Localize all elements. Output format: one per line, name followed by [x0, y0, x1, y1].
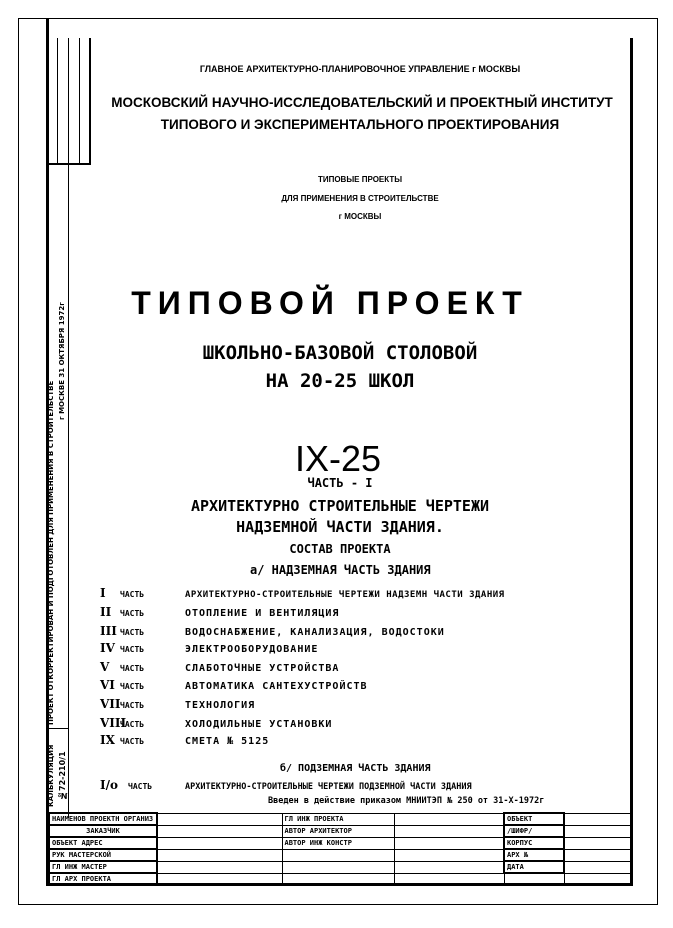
strip-divider: [46, 728, 68, 729]
part-title2: НАДЗЕМНОЙ ЧАСТИ ЗДАНИЯ.: [236, 518, 444, 536]
project-code: IX-25: [294, 438, 382, 479]
calc-label: КАЛЬКУЛЯЦИЯ: [47, 744, 55, 807]
strip-divider: [46, 163, 91, 165]
series-line1: ТИПОВЫЕ ПРОЕКТЫ: [317, 175, 403, 184]
composition-heading: СОСТАВ ПРОЕКТА: [289, 542, 391, 556]
approval-note: ПРОЕКТ ОТКОРРЕКТИРОВАН И ПОДГОТОВЛЕН ДЛЯ ПРИМЕНЕНИЯ В СТРОИТЕЛЬСТВЕ: [47, 380, 55, 725]
list-item: VI ЧАСТЬ АВТОМАТИКА САНТЕХУСТРОЙСТВ: [100, 678, 368, 692]
project-subtitle2: НА 20-25 ШКОЛ: [265, 370, 415, 392]
table-row: ЗАКАЗЧИК АВТОР АРХИТЕКТОР /ШИФР/: [49, 825, 632, 837]
authority-name: ГЛАВНОЕ АРХИТЕКТУРНО-ПЛАНИРОВОЧНОЕ УПРАВЛЕНИЕ г МОСКВЫ: [199, 64, 521, 74]
list-item: V ЧАСТЬ СЛАБОТОЧНЫЕ УСТРОЙСТВА: [100, 660, 340, 674]
part-number: ЧАСТЬ - I: [307, 476, 373, 490]
institute-name-line1: МОСКОВСКИЙ НАУЧНО-ИССЛЕДОВАТЕЛЬСКИЙ И ПРОЕКТНЫЙ ИНСТИТУТ: [111, 95, 613, 110]
table-row: ГЛ АРХ ПРОЕКТА: [49, 873, 632, 885]
strip-divider: [57, 38, 58, 163]
part-title1: АРХИТЕКТУРНО СТРОИТЕЛЬНЫЕ ЧЕРТЕЖИ: [190, 497, 489, 515]
list-item: II ЧАСТЬ ОТОПЛЕНИЕ И ВЕНТИЛЯЦИЯ: [100, 605, 340, 619]
list-item: IV ЧАСТЬ ЭЛЕКТРООБОРУДОВАНИЕ: [100, 641, 319, 655]
list-item: VIIIЧАСТЬ ХОЛОДИЛЬНЫЕ УСТАНОВКИ: [100, 716, 333, 730]
series-line2: ДЛЯ ПРИМЕНЕНИЯ В СТРОИТЕЛЬСТВЕ: [281, 194, 439, 203]
list-item: III ЧАСТЬ ВОДОСНАБЖЕНИЕ, КАНАЛИЗАЦИЯ, ВОДОСТОКИ: [100, 624, 445, 638]
strip-divider: [79, 38, 80, 163]
table-row: РУК МАСТЕРСКОЙ АРХ №: [49, 849, 632, 861]
institute-name-line2: ТИПОВОГО И ЭКСПЕРИМЕНТАЛЬНОГО ПРОЕКТИРОВАНИЯ: [160, 117, 560, 132]
below-ground-heading: б/ ПОДЗЕМНАЯ ЧАСТЬ ЗДАНИЯ: [280, 763, 431, 774]
table-row: НАИМЕНОВ ПРОЕКТН ОРГАНИЗ ГЛ ИНЖ ПРОЕКТА ОБЪЕКТ: [49, 813, 632, 825]
list-item: IX ЧАСТЬ СМЕТА № 5125: [100, 733, 270, 747]
title-block-table: [48, 812, 633, 886]
strip-divider: [68, 38, 69, 818]
enactment-note: Введен в действие приказом МНИИТЭП № 250 от 31-X-1972г: [268, 796, 545, 806]
list-item: VIIЧАСТЬ ТЕХНОЛОГИЯ: [100, 697, 256, 711]
series-line3: г МОСКВЫ: [338, 212, 382, 221]
project-subtitle1: ШКОЛЬНО-БАЗОВОЙ СТОЛОВОЙ: [202, 342, 478, 364]
calc-number: №72-210/1: [58, 751, 67, 800]
list-item: I ЧАСТЬ АРХИТЕКТУРНО-СТРОИТЕЛЬНЫЕ ЧЕРТЕЖИ НАДЗЕМН ЧАСТИ ЗДАНИЯ: [100, 586, 505, 600]
list-item: I/о ЧАСТЬ АРХИТЕКТУРНО-СТРОИТЕЛЬНЫЕ ЧЕРТЕЖИ ПОДЗЕМНОЙ ЧАСТИ ЗДАНИЯ: [100, 778, 472, 792]
frame-rule: [46, 18, 49, 40]
table-row: ОБЪЕКТ АДРЕС АВТОР ИНЖ КОНСТР КОРПУС: [49, 837, 632, 849]
approval-date: г МОСКВЕ 31 ОКТЯБРЯ 1972г: [58, 302, 66, 420]
above-ground-heading: а/ НАДЗЕМНАЯ ЧАСТЬ ЗДАНИЯ: [250, 563, 431, 577]
table-row: ГЛ ИНЖ МАСТЕР ДАТА: [49, 861, 632, 873]
document-title: ТИПОВОЙ ПРОЕКТ: [131, 285, 529, 321]
